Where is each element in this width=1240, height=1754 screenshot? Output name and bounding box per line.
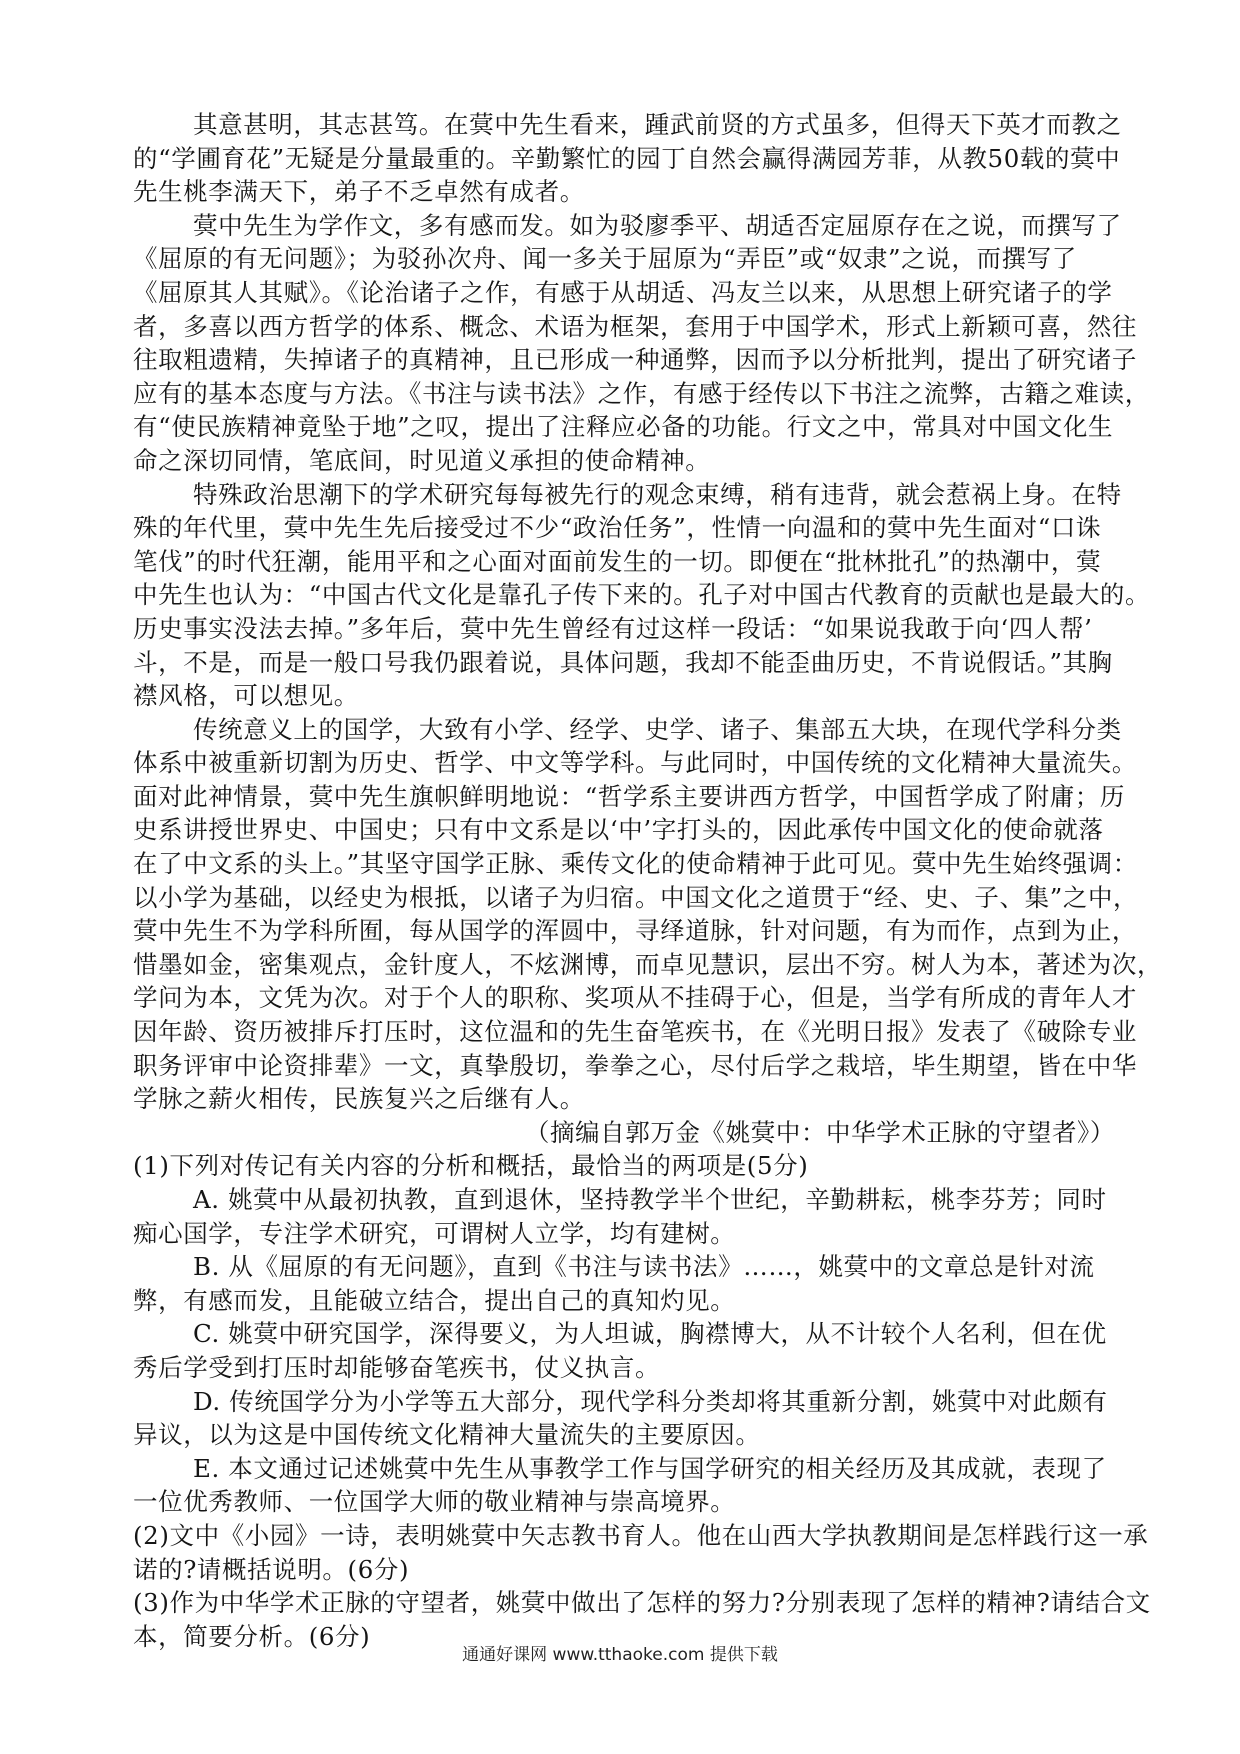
text-line: 笔伐”的时代狂潮，能用平和之心面对面前发生的一切。即便在“批林批孔”的热潮中，蓂 [133,546,1102,576]
text-line: 往取粗遗精，失掉诸子的真精神，且已形成一种通弊，因而予以分析批判，提出了研究诸子 [133,345,1137,375]
text-line: (2)文中《小园》一诗，表明姚蓂中矢志教书育人。他在山西大学执教期间是怎样践行这一承 [133,1520,1149,1550]
text-line: 《屈原的有无问题》；为驳孙次舟、闻一多关于屈原为“弄臣”或“奴隶”之说，而撰写了 [133,244,1077,274]
text-line: 在了中文系的头上。”其坚守国学正脉、乘传文化的使命精神于此可见。蓂中先生始终强调： [133,849,1138,879]
text-line: 《屈原其人其赋》。《论治诸子之作，有感于从胡适、冯友兰以来，从思想上研究诸子的学 [133,277,1113,307]
text-line: 诺的?请概括说明。(6分) [133,1554,410,1584]
text-line: B. 从《屈原的有无问题》，直到《书注与读书法》……，姚蓂中的文章总是针对流 [193,1252,1095,1282]
text-line: 的“学圃育花”无疑是分量最重的。辛勤繁忙的园丁自然会赢得满园芳菲，从教50载的蓂中 [133,143,1121,173]
text-line: 职务评审中论资排辈》一文，真挚殷切，拳拳之心，尽付后学之栽培，毕生期望，皆在中华 [133,1050,1137,1080]
text-line: 先生桃李满天下，弟子不乏卓然有成者。 [133,177,585,207]
text-line: 中先生也认为：“中国古代文化是靠孔子传下来的。孔子对中国古代教育的贡献也是最大的。 [133,580,1151,610]
source-citation: （摘编自郭万金《姚蓂中：中华学术正脉的守望者》） [524,1117,1115,1147]
text-line: D. 传统国学分为小学等五大部分，现代学科分类却将其重新分割，姚蓂中对此颇有 [193,1386,1108,1416]
text-line: 传统意义上的国学，大致有小学、经学、史学、诸子、集部五大块，在现代学科分类 [193,714,1122,744]
text-line: 因年龄、资历被排斥打压时，这位温和的先生奋笔疾书，在《光明日报》发表了《破除专业 [133,1017,1137,1047]
text-line: 殊的年代里，蓂中先生先后接受过不少“政治任务”，性情一向温和的蓂中先生面对“口诛 [133,513,1102,543]
text-line: 命之深切同情，笔底间，时见道义承担的使命精神。 [133,445,711,475]
text-line: 斗，不是，而是一般口号我仍跟着说，具体问题，我却不能歪曲历史，不肯说假话。”其胸 [133,647,1113,677]
text-line: 本，简要分析。(6分) [133,1621,371,1651]
text-line: 异议，以为这是中国传统文化精神大量流失的主要原因。 [133,1420,761,1450]
text-line: 体系中被重新切割为历史、哲学、中文等学科。与此同时，中国传统的文化精神大量流失。 [133,748,1137,778]
text-line: 一位优秀教师、一位国学大师的敬业精神与崇高境界。 [133,1487,736,1517]
text-line: A. 姚蓂中从最初执教，直到退休，坚持教学半个世纪，辛勤耕耘，桃李芬芳；同时 [193,1185,1107,1214]
text-line: 秀后学受到打压时却能够奋笔疾书，仗义执言。 [133,1352,661,1382]
text-line: E. 本文通过记述姚蓂中先生从事教学工作与国学研究的相关经历及其成就，表现了 [193,1453,1107,1483]
text-line: 有“使民族精神竟坠于地”之叹，提出了注释应必备的功能。行文之中，常具对中国文化生 [133,412,1114,442]
page-footer: 通通好课网 www.tthaoke.com 提供下载 [462,1645,778,1665]
text-line: 历史事实没法去掉。”多年后，蓂中先生曾经有过这样一段话：“如果说我敢于向‘四人帮’ [133,613,1093,643]
text-line: 者，多喜以西方哲学的体系、概念、术语为框架，套用于中国学术，形式上新颖可喜，然往 [133,311,1137,341]
text-line: 惜墨如金，密集观点，金针度人，不炫渊博，而卓见慧识，层出不穷。树人为本，著述为次， [133,949,1163,979]
text-line: C. 姚蓂中研究国学，深得要义，为人坦诚，胸襟博大，从不计较个人名利，但在优 [193,1319,1107,1349]
text-line: 其意甚明，其志甚笃。在蓂中先生看来，踵武前贤的方式虽多，但得天下英才而教之 [193,110,1122,139]
text-line: 应有的基本态度与方法。《书注与读书法》之作，有感于经传以下书注之流弊，古籍之难读， [133,378,1150,408]
text-line: 襟风格，可以想见。 [133,681,359,711]
text-line: 学问为本，文凭为次。对于个人的职称、奖项从不挂碍于心，但是，当学有所成的青年人才 [133,983,1137,1013]
text-line: 痴心国学，专注学术研究，可谓树人立学，均有建树。 [133,1218,736,1248]
text-line: (3)作为中华学术正脉的守望者，姚蓂中做出了怎样的努力?分别表现了怎样的精神?请结合文 [133,1588,1151,1618]
text-line: 蓂中先生不为学科所囿，每从国学的浑圆中，寻绎道脉，针对问题，有为而作，点到为止， [133,916,1137,946]
text-line: 史系讲授世界史、中国史；只有中文系是以‘中’字打头的，因此承传中国文化的使命就落 [133,815,1104,845]
text-line: 面对此神情景，蓂中先生旗帜鲜明地说：“哲学系主要讲西方哲学，中国哲学成了附庸；历 [133,781,1126,811]
text-line: 弊，有感而发，且能破立结合，提出自己的真知灼见。 [133,1285,736,1315]
text-line: (1)下列对传记有关内容的分析和概括，最恰当的两项是(5分) [133,1151,809,1181]
document-body [133,108,1163,1653]
text-line: 以小学为基础，以经史为根抵，以诸子为归宿。中国文化之道贯于“经、史、子、集”之中， [133,882,1139,912]
text-line: 特殊政治思潮下的学术研究每每被先行的观念束缚，稍有违背，就会惹祸上身。在特 [193,479,1122,509]
text-line: 蓂中先生为学作文，多有感而发。如为驳廖季平、胡适否定屈原存在之说，而撰写了 [193,210,1122,240]
text-line: 学脉之薪火相传，民族复兴之后继有人。 [133,1084,585,1114]
